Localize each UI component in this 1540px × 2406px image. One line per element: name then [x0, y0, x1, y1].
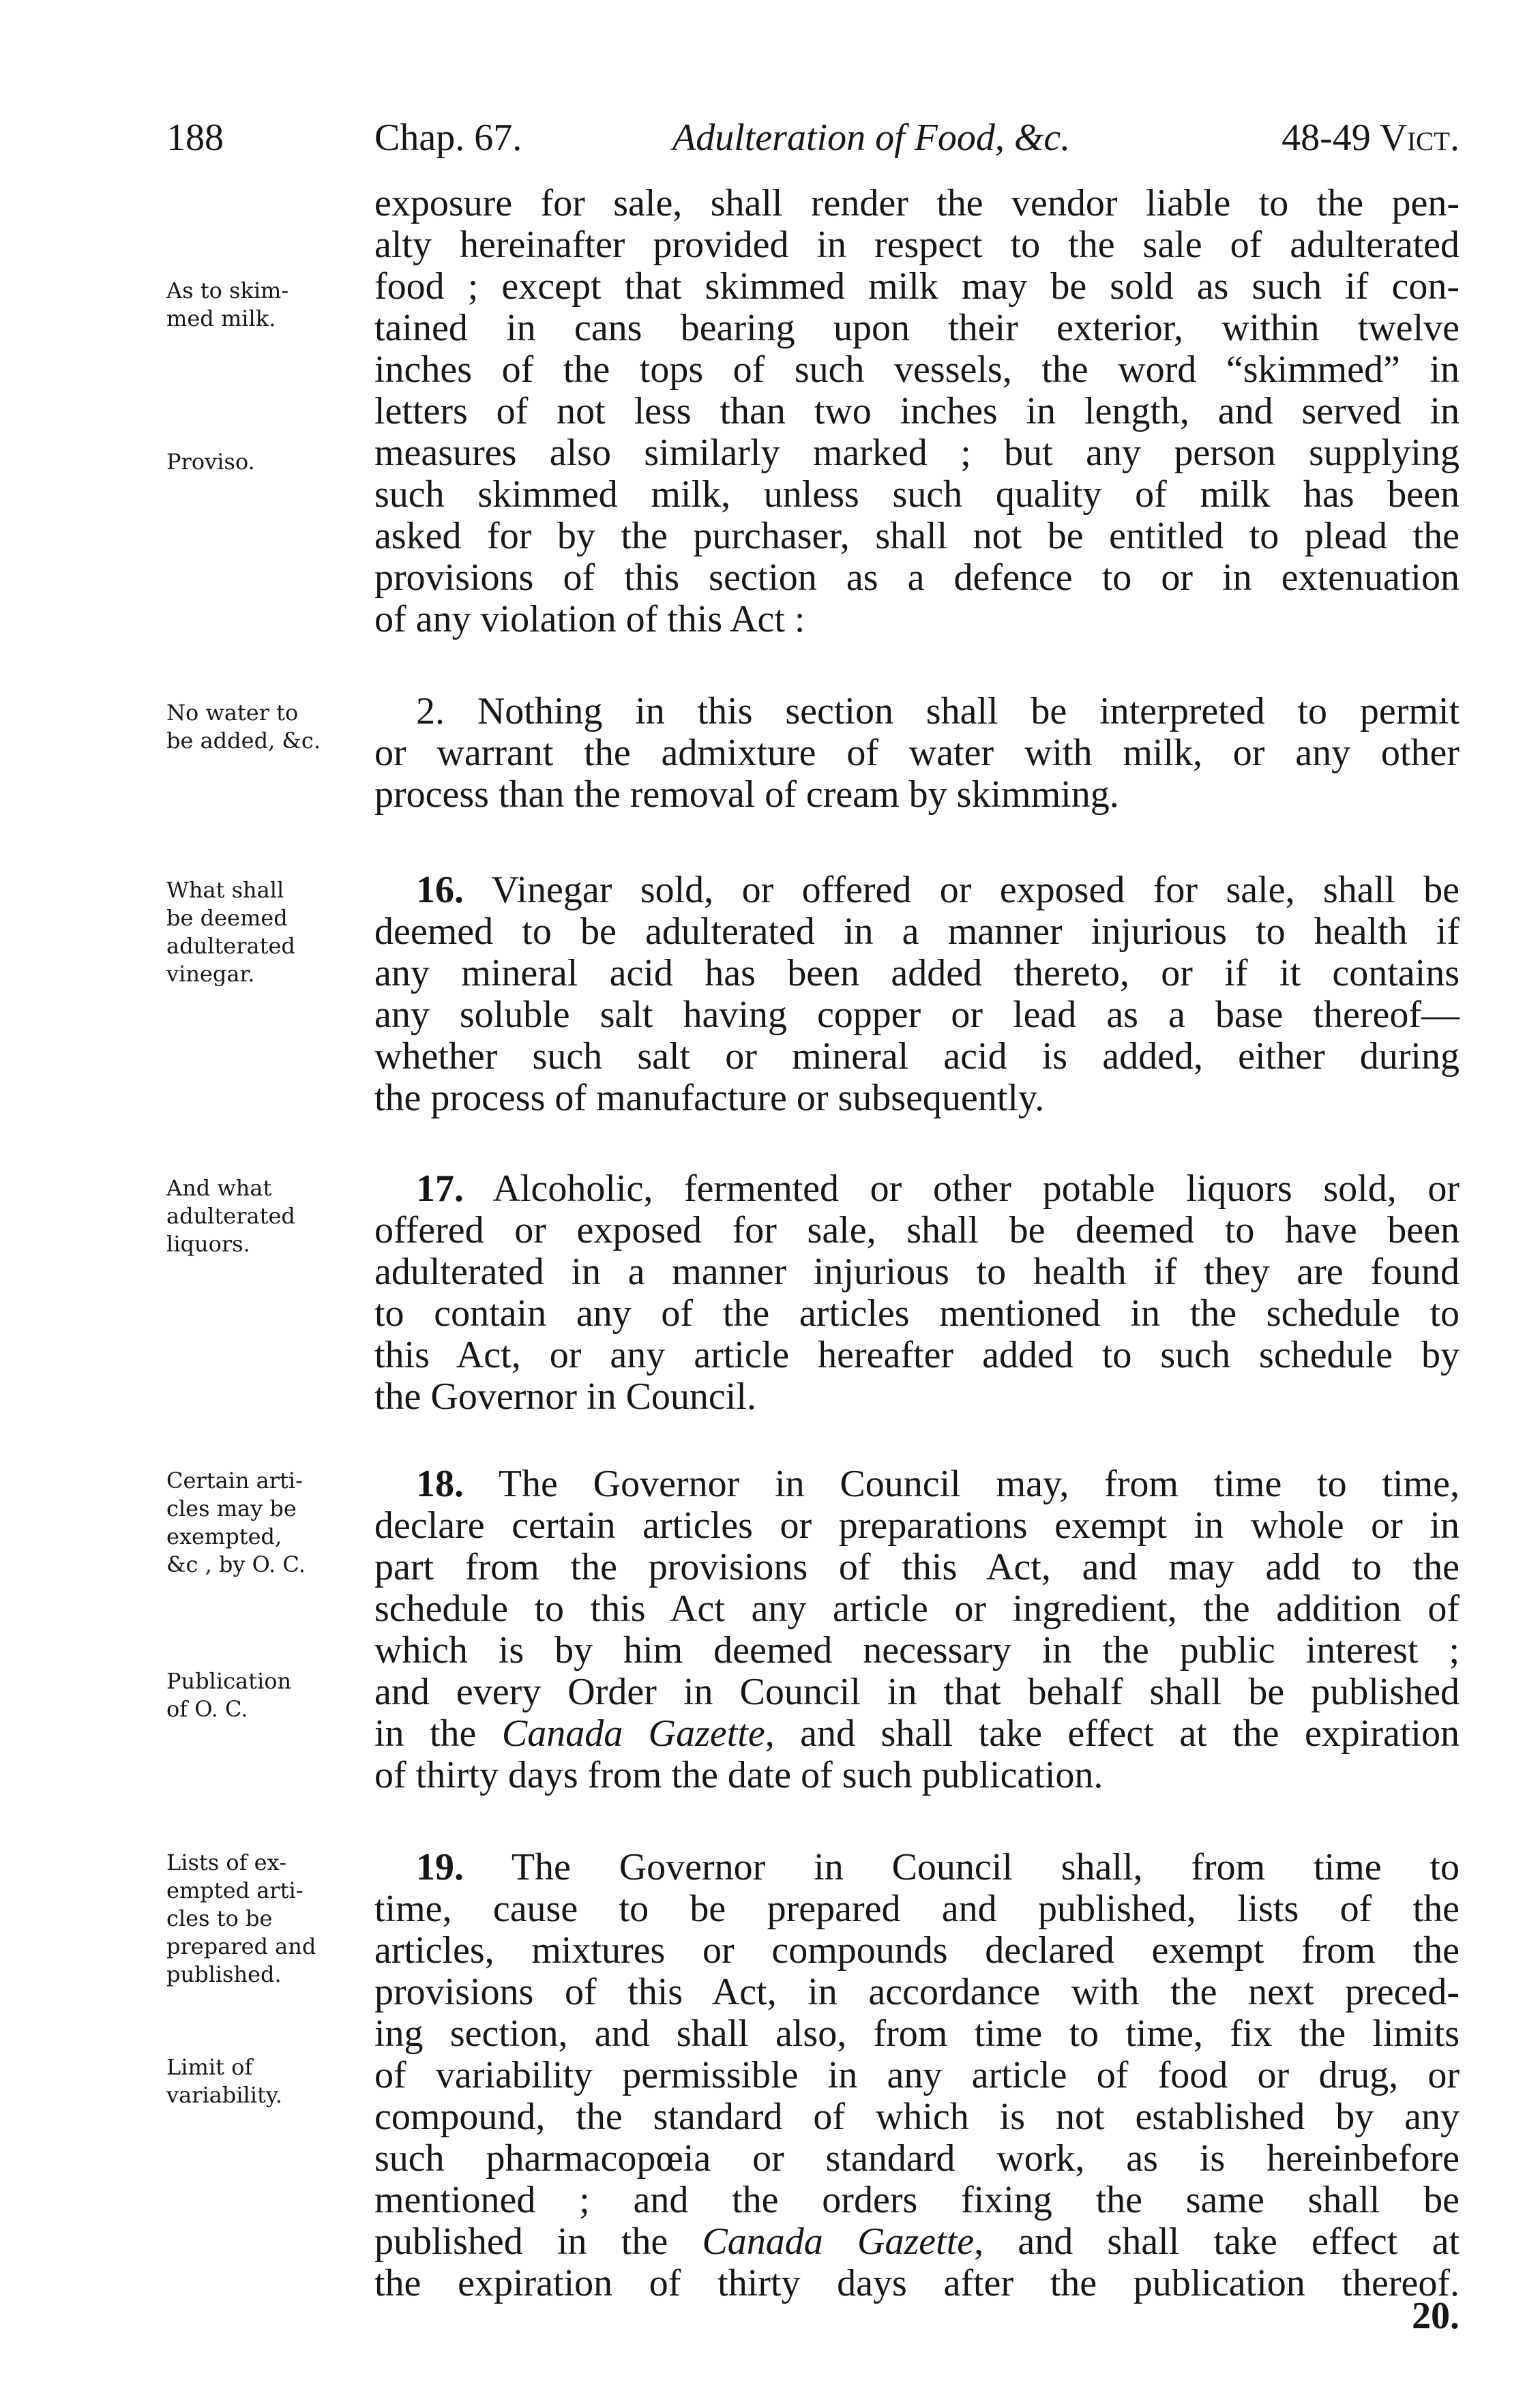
text-line: 16. Vinegar sold, or offered or exposed for sale, shall be — [416, 869, 1460, 911]
text-line: deemed to be adulterated in a manner injurious to health if — [374, 910, 1460, 953]
margin-note-proviso — [166, 448, 368, 476]
section-number: 16. — [416, 869, 464, 911]
margin-note-line: prepared and — [166, 1933, 316, 1959]
text-line: the Governor in Council. — [374, 1376, 756, 1418]
margin-note-line: Certain arti- — [166, 1468, 303, 1494]
text-line: part from the provisions of this Act, and may add to the — [374, 1546, 1460, 1588]
section-16 — [374, 870, 1460, 1119]
margin-note-line: No water to — [166, 700, 299, 726]
session-year: 48-49 Vict. — [1282, 117, 1460, 159]
subsection-2 — [374, 691, 1460, 816]
section-number: 17. — [416, 1168, 464, 1210]
text-line: 18. The Governor in Council may, from time to time, — [416, 1463, 1460, 1505]
text-line: process than the removal of cream by skimming. — [374, 773, 1119, 816]
margin-note-line: adulterated — [166, 1203, 295, 1229]
margin-note-line: of O. C. — [166, 1696, 248, 1722]
text-line: any soluble salt having copper or lead as a base thereof— — [374, 994, 1460, 1036]
text-line: alty hereinafter provided in respect to the sale of adulterated — [374, 224, 1460, 266]
margin-note-line: Proviso. — [166, 449, 255, 475]
text-line: exposure for sale, shall render the vendor liable to the pen- — [374, 182, 1460, 224]
page-number: 188 — [166, 117, 224, 159]
text-line: of thirty days from the date of such publication. — [374, 1754, 1104, 1796]
margin-note-liquors — [166, 1174, 368, 1258]
text-line: published in the Canada Gazette, and shall take effect at — [374, 2221, 1460, 2263]
text-line: of variability permissible in any article of food or drug, or — [374, 2054, 1460, 2096]
italic-text: Canada Gazette — [501, 1712, 765, 1755]
margin-note-line: vinegar. — [166, 961, 255, 987]
section-18 — [374, 1464, 1460, 1796]
text-line: inches of the tops of such vessels, the word “skimmed” in — [374, 348, 1460, 391]
margin-note-line: What shall — [166, 877, 284, 903]
margin-note-line: be added, &c. — [166, 728, 321, 754]
margin-note-line: Publication — [166, 1668, 292, 1694]
margin-note-line: published. — [166, 1961, 282, 1987]
text-line: 19. The Governor in Council shall, from time to — [416, 1846, 1460, 1888]
margin-note-publication — [166, 1667, 368, 1723]
margin-note-vinegar — [166, 876, 368, 988]
text-line: time, cause to be prepared and published, lists of the — [374, 1888, 1460, 1930]
margin-note-skimmed-milk — [166, 277, 368, 333]
text-line: tained in cans bearing upon their exterior, within twelve — [374, 307, 1460, 349]
text-line: of any violation of this Act : — [374, 598, 805, 640]
margin-note-line: Limit of — [166, 2054, 253, 2080]
text-line: any mineral acid has been added thereto, or if it contains — [374, 952, 1460, 994]
margin-note-no-water — [166, 699, 368, 755]
margin-note-line: &c , by O. C. — [166, 1551, 306, 1577]
text-line: such skimmed milk, unless such quality of milk has been — [374, 473, 1460, 516]
margin-note-line: As to skim- — [166, 278, 289, 303]
text-line: this Act, or any article hereafter added to such schedule by — [374, 1334, 1460, 1376]
section-17 — [374, 1168, 1460, 1418]
running-title: Adulteration of Food, &c. — [672, 117, 1071, 159]
text-line: 17. Alcoholic, fermented or other potable liquors sold, or — [416, 1168, 1460, 1210]
text-line: compound, the standard of which is not established by any — [374, 2096, 1460, 2138]
text-line: to contain any of the articles mentioned in the schedule to — [374, 1292, 1460, 1335]
text-line: measures also similarly marked ; but any person supplying — [374, 432, 1460, 474]
text-line: or warrant the admixture of water with milk, or any other — [374, 732, 1460, 774]
section-19 — [374, 1847, 1460, 2304]
margin-note-line: empted arti- — [166, 1877, 303, 1903]
chapter-heading: Chap. 67. — [374, 117, 522, 159]
margin-note-exemption — [166, 1467, 368, 1579]
text-line: provisions of this section as a defence to or in extenuation — [374, 556, 1460, 599]
text-line: declare certain articles or preparations exempt in whole or in — [374, 1504, 1460, 1547]
margin-note-line: Lists of ex- — [166, 1850, 286, 1875]
text-line: in the Canada Gazette, and shall take effect at the expiration — [374, 1712, 1460, 1755]
margin-note-line: liquors. — [166, 1231, 250, 1257]
text-line: asked for by the purchaser, shall not be entitled to plead the — [374, 515, 1460, 557]
text-line: which is by him deemed necessary in the public interest ; — [374, 1629, 1460, 1672]
margin-note-line: adulterated — [166, 933, 295, 959]
margin-note-line: exempted, — [166, 1524, 282, 1549]
text-line: adulterated in a manner injurious to health if they are found — [374, 1251, 1460, 1293]
text-line: mentioned ; and the orders fixing the same shall be — [374, 2179, 1460, 2221]
text-line: food ; except that skimmed milk may be sold as such if con- — [374, 265, 1460, 308]
margin-note-line: And what — [166, 1175, 272, 1201]
text-line: offered or exposed for sale, shall be deemed to have been — [374, 1209, 1460, 1251]
text-line: such pharmacopœia or standard work, as is hereinbefore — [374, 2137, 1460, 2180]
text-line: whether such salt or mineral acid is added, either during — [374, 1035, 1460, 1078]
margin-note-line: variability. — [166, 2082, 282, 2108]
text-line: the process of manufacture or subsequently. — [374, 1077, 1045, 1119]
margin-note-lists — [166, 1849, 368, 1989]
catchword: 20. — [1412, 2295, 1460, 2337]
italic-text: Canada Gazette — [702, 2221, 975, 2263]
margin-note-line: cles may be — [166, 1496, 297, 1521]
text-line: the expiration of thirty days after the publication thereof. — [374, 2262, 1460, 2304]
text-line: and every Order in Council in that behalf shall be published — [374, 1671, 1460, 1713]
section-number: 18. — [416, 1463, 464, 1505]
paragraph-continued — [374, 183, 1460, 640]
text-line: letters of not less than two inches in length, and served in — [374, 390, 1460, 432]
margin-note-line: med milk. — [166, 306, 276, 331]
text-line: 2. Nothing in this section shall be interpreted to permit — [416, 690, 1460, 732]
text-line: ing section, and shall also, from time to time, fix the limits — [374, 2013, 1460, 2055]
section-number: 19. — [416, 1846, 464, 1888]
margin-note-variability — [166, 2053, 368, 2109]
text-line: schedule to this Act any article or ingredient, the addition of — [374, 1588, 1460, 1630]
margin-note-line: be deemed — [166, 905, 288, 931]
text-line: provisions of this Act, in accordance with the next preced- — [374, 1971, 1460, 2013]
margin-note-line: cles to be — [166, 1905, 273, 1931]
text-line: articles, mixtures or compounds declared exempt from the — [374, 1929, 1460, 1972]
